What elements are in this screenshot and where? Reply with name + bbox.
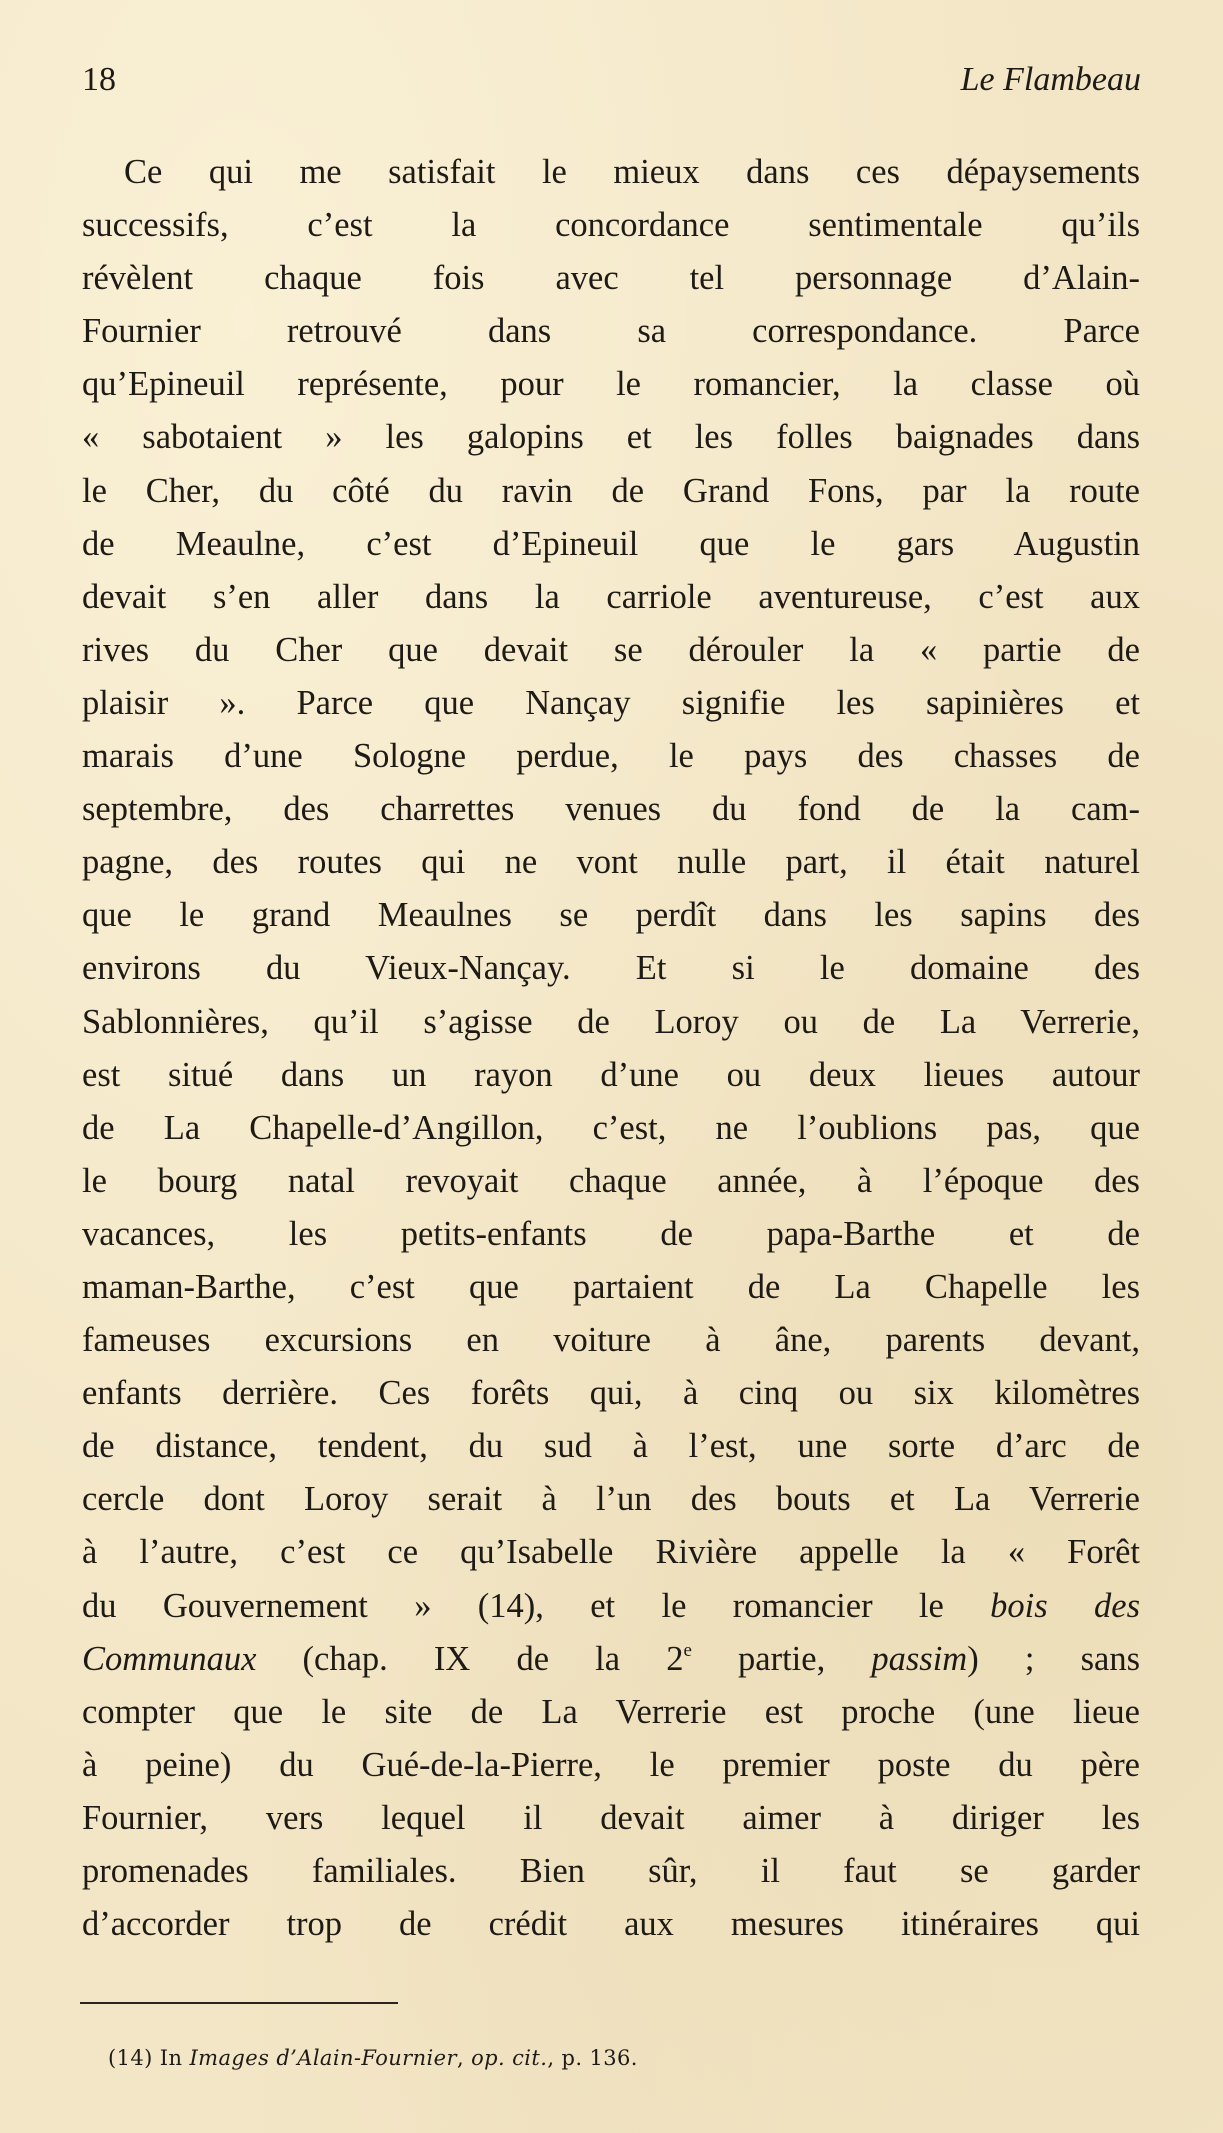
text-line: compter que le site de La Verrerie est proche (une lieue <box>82 1692 1140 1731</box>
text-line: que le grand Meaulnes se perdît dans les sapins des <box>82 896 1140 935</box>
footnote-divider <box>80 2002 398 2004</box>
superscript: e <box>683 1639 692 1661</box>
footnote <box>108 2038 638 2078</box>
text-line: de La Chapelle-d’Angillon, c’est, ne l’oublions pas, que <box>82 1108 1140 1147</box>
text-line: de Meaulne, c’est d’Epineuil que le gars Augustin <box>82 524 1140 563</box>
text-line: Fournier retrouvé dans sa correspondance. Parce <box>82 312 1140 351</box>
italic-title: bois des <box>990 1586 1140 1625</box>
text-line: plaisir ». Parce que Nançay signifie les sapinières et <box>82 683 1140 722</box>
text-line: révèlent chaque fois avec tel personnage d’Alain- <box>82 259 1140 298</box>
text-line: vacances, les petits-enfants de papa-Barthe et de <box>82 1214 1140 1253</box>
text-line: pagne, des routes qui ne vont nulle part, il était naturel <box>82 843 1140 882</box>
italic-term: passim <box>871 1639 968 1678</box>
text-line: de distance, tendent, du sud à l’est, une sorte d’arc de <box>82 1427 1140 1466</box>
text-line <box>82 1633 1140 1686</box>
italic-title: Communaux <box>82 1639 257 1678</box>
text-line: à l’autre, c’est ce qu’Isabelle Rivière appelle la « Forêt <box>82 1533 1140 1572</box>
footnote-marker: (14) In <box>108 2046 190 2070</box>
text-line: à peine) du Gué-de-la-Pierre, le premier poste du père <box>82 1745 1140 1784</box>
text-line: qu’Epineuil représente, pour le romancier, la classe où <box>82 365 1140 404</box>
text-run: ) ; sans <box>967 1639 1140 1678</box>
text-line: le bourg natal revoyait chaque année, à l’époque des <box>82 1161 1140 1200</box>
text-line: Fournier, vers lequel il devait aimer à diriger les <box>82 1798 1140 1837</box>
text-run: du Gouvernement » (14), et le romancier le <box>82 1586 991 1625</box>
text-line: rives du Cher que devait se dérouler la « partie de <box>82 630 1140 669</box>
body-text <box>82 146 1140 1951</box>
footnote-abbr: op. cit. <box>471 2046 548 2070</box>
text-line: maman-Barthe, c’est que partaient de La Chapelle les <box>82 1267 1140 1306</box>
text-line <box>82 1580 1140 1633</box>
text-line: marais d’une Sologne perdue, le pays des chasses de <box>82 737 1140 776</box>
text-line: Ce qui me satisfait le mieux dans ces dépaysements <box>124 153 1140 191</box>
text-line: le Cher, du côté du ravin de Grand Fons, par la route <box>82 471 1140 510</box>
text-line: fameuses excursions en voiture à âne, parents devant, <box>82 1321 1140 1360</box>
footnote-page: , p. 136. <box>547 2046 638 2070</box>
footnote-sep: , <box>456 2046 472 2070</box>
text-line: « sabotaient » les galopins et les folles baignades dans <box>82 418 1140 457</box>
page-number: 18 <box>82 61 116 98</box>
text-run: (chap. IX de la 2 <box>256 1639 684 1678</box>
footnote-title: Images d’Alain-Fournier <box>189 2046 457 2070</box>
running-head <box>82 55 1141 105</box>
text-run: partie, <box>691 1639 872 1678</box>
text-line: promenades familiales. Bien sûr, il faut se garder <box>82 1852 1140 1890</box>
text-line: est situé dans un rayon d’une ou deux lieues autour <box>82 1055 1140 1094</box>
text-line: devait s’en aller dans la carriole aventureuse, c’est aux <box>82 577 1140 616</box>
text-line: septembre, des charrettes venues du fond de la cam- <box>82 790 1140 829</box>
running-title: Le Flambeau <box>960 61 1141 98</box>
text-line: cercle dont Loroy serait à l’un des bouts et La Verrerie <box>82 1480 1140 1519</box>
text-line: d’accorder trop de crédit aux mesures itinéraires qui <box>82 1905 1140 1944</box>
text-line: successifs, c’est la concordance sentimentale qu’ils <box>82 206 1140 245</box>
text-line: Sablonnières, qu’il s’agisse de Loroy ou de La Verrerie, <box>82 1002 1140 1041</box>
text-line: environs du Vieux-Nançay. Et si le domaine des <box>82 949 1140 988</box>
text-line: enfants derrière. Ces forêts qui, à cinq ou six kilomètres <box>82 1374 1140 1413</box>
